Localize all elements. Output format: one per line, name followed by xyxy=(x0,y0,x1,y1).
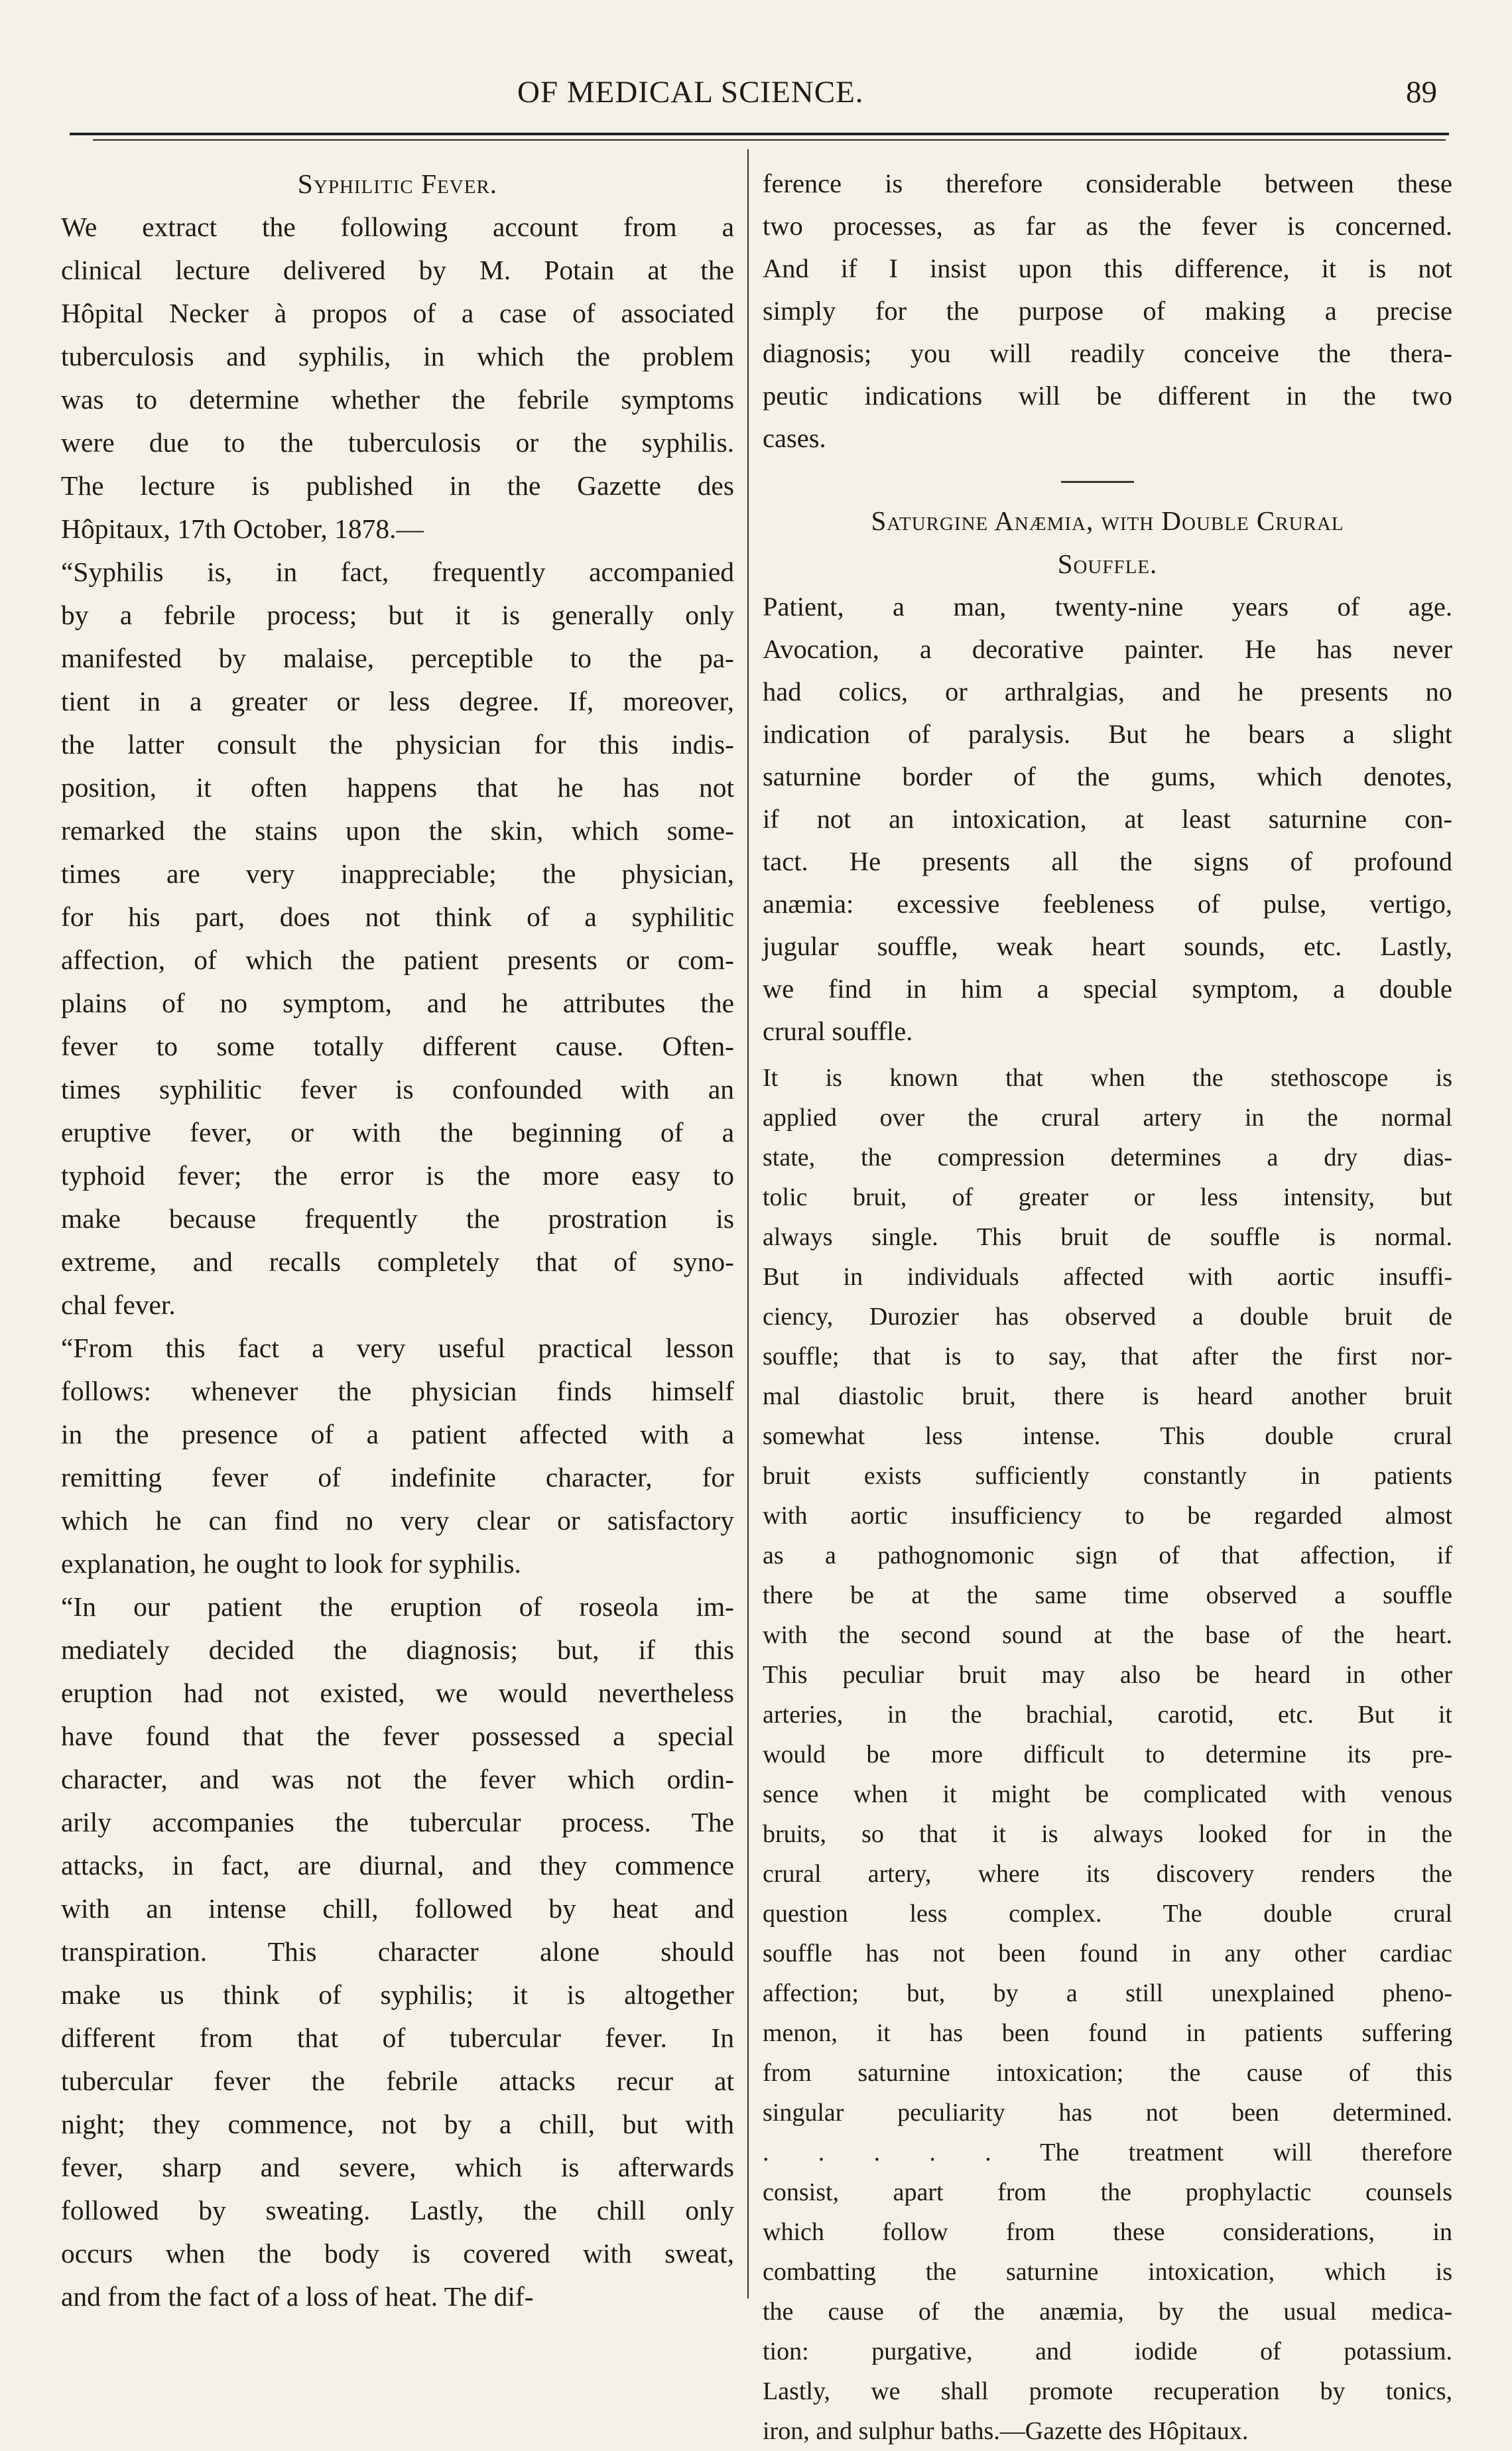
text-line: which follow from these considerations, in xyxy=(763,2218,1452,2246)
text-line: we find in him a special symptom, a double xyxy=(763,974,1452,1004)
text-line: have found that the fever possessed a special xyxy=(61,1721,734,1751)
text-line: Lastly, we shall promote recuperation by tonics, xyxy=(763,2377,1452,2405)
text-line: extreme, and recalls completely that of syno- xyxy=(61,1246,734,1277)
right-column-continued-text xyxy=(763,1058,1452,2451)
text-line: the latter consult the physician for this indis- xyxy=(61,729,734,760)
running-title: OF MEDICAL SCIENCE. xyxy=(517,75,864,109)
text-line: Hôpitaux, 17th October, 1878.— xyxy=(61,513,424,544)
page-number: 89 xyxy=(1406,75,1437,109)
text-line: with aortic insufficiency to be regarded almost xyxy=(763,1502,1452,1530)
text-line: And if I insist upon this difference, it is not xyxy=(763,253,1452,283)
text-line: remitting fever of indefinite character, for xyxy=(61,1462,734,1492)
text-line: eruption had not existed, we would nevertheless xyxy=(61,1678,734,1708)
text-line: somewhat less intense. This double crural xyxy=(763,1422,1452,1450)
text-line: indication of paralysis. But he bears a slight xyxy=(763,719,1452,749)
section-heading-saturnine-anaemia-line2: Souffle. xyxy=(1057,549,1158,579)
text-line: occurs when the body is covered with sweat, xyxy=(61,2238,734,2269)
text-line: make because frequently the prostration is xyxy=(61,1203,734,1234)
text-line: times syphilitic fever is confounded with an xyxy=(61,1074,734,1104)
text-line: Patient, a man, twenty-nine years of age. xyxy=(763,592,1452,622)
text-line: clinical lecture delivered by M. Potain at the xyxy=(61,255,734,285)
text-line: for his part, does not think of a syphilitic xyxy=(61,901,734,932)
text-line: souffle has not been found in any other cardiac xyxy=(763,1940,1452,1967)
text-line: peutic indications will be different in the two xyxy=(763,381,1452,411)
text-line: follows: whenever the physician finds himself xyxy=(61,1376,734,1406)
text-line: We extract the following account from a xyxy=(61,212,734,242)
text-line: saturnine border of the gums, which denotes, xyxy=(763,762,1452,791)
text-line: crural souffle. xyxy=(763,1016,913,1046)
text-line: “In our patient the eruption of roseola im- xyxy=(61,1591,734,1622)
column-divider xyxy=(747,149,749,2298)
text-line: and from the fact of a loss of heat. The dif- xyxy=(61,2281,534,2312)
text-line: typhoid fever; the error is the more easy to xyxy=(61,1160,734,1191)
text-line: Hôpital Necker à propos of a case of associated xyxy=(61,298,734,328)
text-line: arteries, in the brachial, carotid, etc. But it xyxy=(763,1701,1452,1729)
text-line: It is known that when the stethoscope is xyxy=(763,1064,1452,1092)
text-line: singular peculiarity has not been determined. xyxy=(763,2099,1452,2127)
text-line: simply for the purpose of making a precise xyxy=(763,296,1452,326)
text-line: if not an intoxication, at least saturnine con- xyxy=(763,804,1452,834)
left-column xyxy=(61,163,734,2318)
text-line: bruits, so that it is always looked for in the xyxy=(763,1820,1452,1848)
text-line: . . . . . The treatment will therefore xyxy=(763,2139,1452,2166)
text-line: affection; but, by a still unexplained pheno- xyxy=(763,1979,1452,2007)
section-separator xyxy=(763,460,1452,499)
text-line: souffle; that is to say, that after the first nor- xyxy=(763,1343,1452,1370)
text-line: with an intense chill, followed by heat and xyxy=(61,1893,734,1924)
text-line: tolic bruit, of greater or less intensity, but xyxy=(763,1183,1452,1211)
text-line: Avocation, a decorative painter. He has never xyxy=(763,634,1452,664)
text-line: with the second sound at the base of the heart. xyxy=(763,1621,1452,1649)
text-line: fever to some totally different cause. Often- xyxy=(61,1031,734,1061)
text-line: make us think of syphilis; it is altogether xyxy=(61,1979,734,2010)
text-line: The lecture is published in the Gazette des xyxy=(61,470,734,501)
text-line: iron, and sulphur baths.—Gazette des Hôpitaux. xyxy=(763,2417,1249,2445)
text-line: the cause of the anæmia, by the usual medica- xyxy=(763,2298,1452,2326)
text-line: mal diastolic bruit, there is heard another bruit xyxy=(763,1382,1452,1410)
text-line: diagnosis; you will readily conceive the thera- xyxy=(763,338,1452,368)
text-line: character, and was not the fever which ordin- xyxy=(61,1764,734,1794)
text-line: cases. xyxy=(763,423,826,453)
text-line: which he can find no very clear or satisfactory xyxy=(61,1505,734,1536)
text-line: “From this fact a very useful practical lesson xyxy=(61,1333,734,1363)
text-line: eruptive fever, or with the beginning of a xyxy=(61,1117,734,1148)
text-line: tion: purgative, and iodide of potassium. xyxy=(763,2338,1452,2365)
text-line: sence when it might be complicated with venous xyxy=(763,1780,1452,1808)
right-column xyxy=(763,163,1452,2451)
page-header xyxy=(0,66,1512,126)
text-line: combatting the saturnine intoxication, which is xyxy=(763,2258,1452,2286)
text-line: tient in a greater or less degree. If, moreover, xyxy=(61,686,734,716)
text-line: This peculiar bruit may also be heard in other xyxy=(763,1661,1452,1689)
text-line: affection, of which the patient presents or com- xyxy=(61,945,734,975)
text-line: But in individuals affected with aortic insuffi- xyxy=(763,1263,1452,1291)
text-line: had colics, or arthralgias, and he presents no xyxy=(763,677,1452,706)
text-line: mediately decided the diagnosis; but, if this xyxy=(61,1634,734,1665)
header-rule xyxy=(70,133,1449,135)
text-line: ference is therefore considerable between these xyxy=(763,168,1452,198)
text-line: there be at the same time observed a souffle xyxy=(763,1581,1452,1609)
section-heading-syphilitic-fever: Syphilitic Fever. xyxy=(297,168,498,199)
text-line: fever, sharp and severe, which is afterwards xyxy=(61,2152,734,2182)
text-line: would be more difficult to determine its pre- xyxy=(763,1741,1452,1768)
text-line: jugular souffle, weak heart sounds, etc. Lastly, xyxy=(763,931,1452,961)
text-line: was to determine whether the febrile symptoms xyxy=(61,384,734,415)
text-line: remarked the stains upon the skin, which some- xyxy=(61,815,734,846)
text-line: tubercular fever the febrile attacks recur at xyxy=(61,2066,734,2096)
text-line: bruit exists sufficiently constantly in patients xyxy=(763,1462,1452,1490)
text-line: ciency, Durozier has observed a double bruit de xyxy=(763,1303,1452,1331)
right-column-intro-text xyxy=(763,163,1452,460)
text-line: menon, it has been found in patients suffering xyxy=(763,2019,1452,2047)
text-line: chal fever. xyxy=(61,1290,176,1320)
text-line: position, it often happens that he has not xyxy=(61,772,734,803)
text-line: by a febrile process; but it is generally only xyxy=(61,600,734,630)
text-line: tuberculosis and syphilis, in which the problem xyxy=(61,341,734,371)
text-line: different from that of tubercular fever. In xyxy=(61,2022,734,2053)
text-line: in the presence of a patient affected with a xyxy=(61,1419,734,1449)
text-line: two processes, as far as the fever is concerned. xyxy=(763,211,1452,241)
text-line: anæmia: excessive feebleness of pulse, vertigo, xyxy=(763,889,1452,919)
text-line: state, the compression determines a dry dias- xyxy=(763,1144,1452,1171)
text-line: consist, apart from the prophylactic counsels xyxy=(763,2178,1452,2206)
text-line: attacks, in fact, are diurnal, and they commence xyxy=(61,1850,734,1881)
text-line: explanation, he ought to look for syphilis. xyxy=(61,1548,521,1579)
text-line: were due to the tuberculosis or the syphilis. xyxy=(61,427,734,458)
text-line: arily accompanies the tubercular process. The xyxy=(61,1807,734,1837)
left-column-text xyxy=(61,206,734,2318)
text-line: times are very inappreciable; the physician, xyxy=(61,858,734,889)
header-rule-thin xyxy=(93,139,1446,141)
text-line: applied over the crural artery in the normal xyxy=(763,1104,1452,1132)
section-heading-saturnine-anaemia: Saturgine Anæmia, with Double Crural xyxy=(871,505,1344,536)
text-line: crural artery, where its discovery renders the xyxy=(763,1860,1452,1888)
text-line: tact. He presents all the signs of profound xyxy=(763,846,1452,876)
text-line: “Syphilis is, in fact, frequently accompanied xyxy=(61,557,734,587)
right-column-body-text xyxy=(763,586,1452,1053)
text-line: night; they commence, not by a chill, but with xyxy=(61,2109,734,2139)
text-line: transpiration. This character alone should xyxy=(61,1936,734,1967)
text-line: from saturnine intoxication; the cause of this xyxy=(763,2059,1452,2087)
text-line: followed by sweating. Lastly, the chill only xyxy=(61,2195,734,2225)
text-line: question less complex. The double crural xyxy=(763,1900,1452,1928)
text-line: always single. This bruit de souffle is normal. xyxy=(763,1223,1452,1251)
text-line: manifested by malaise, perceptible to the pa- xyxy=(61,643,734,673)
text-line: plains of no symptom, and he attributes the xyxy=(61,988,734,1018)
text-line: as a pathognomonic sign of that affection, if xyxy=(763,1542,1452,1569)
